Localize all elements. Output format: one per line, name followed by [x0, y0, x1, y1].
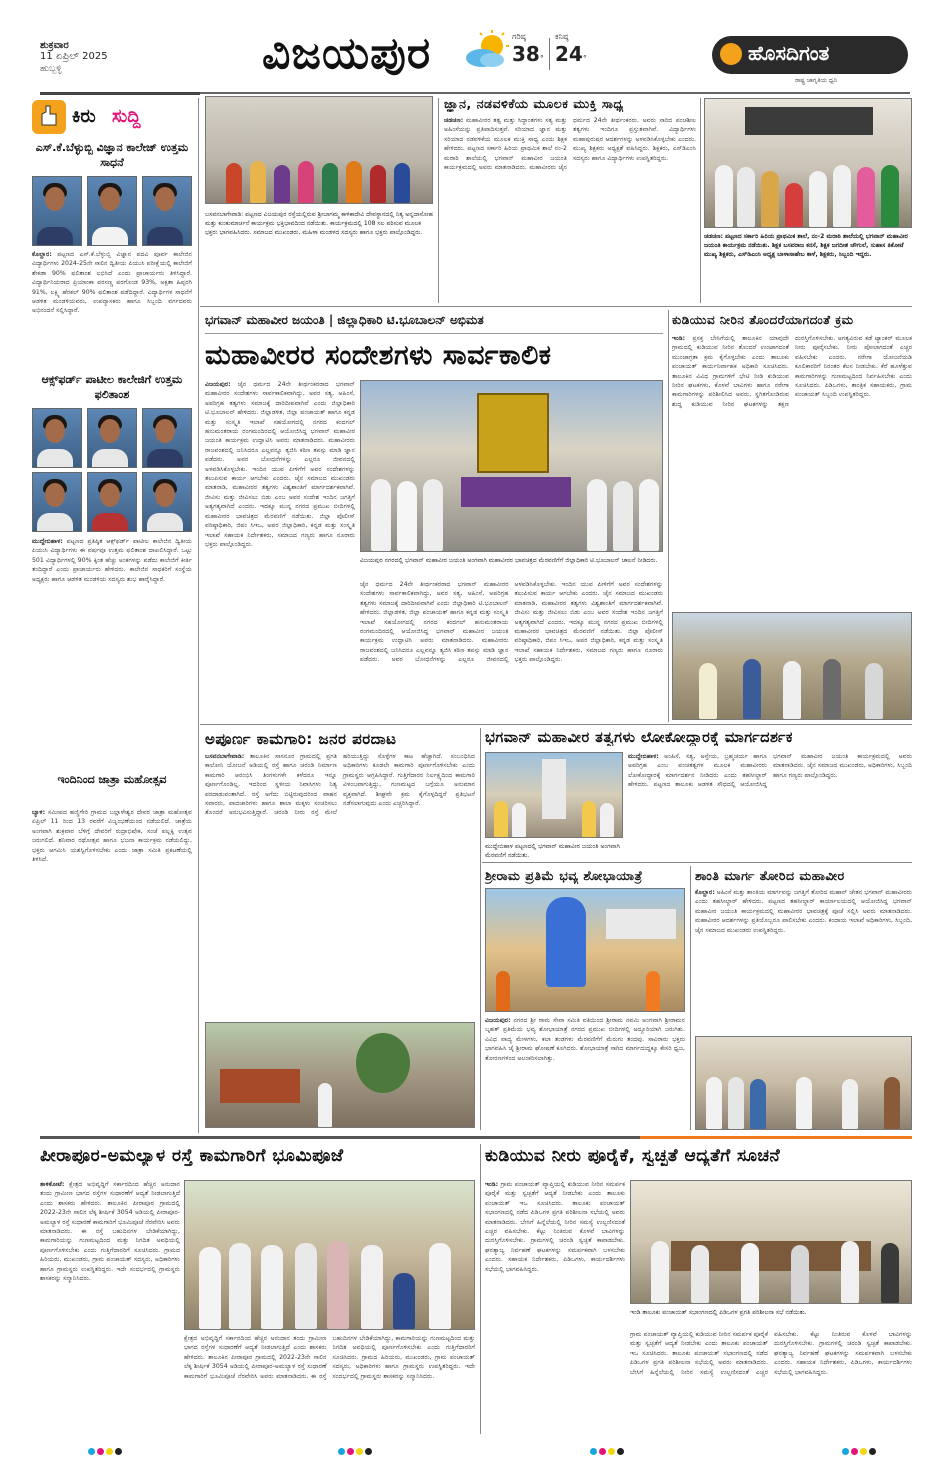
header-bottom-rule: [200, 92, 910, 94]
kirusuddi-story3-text: ಸಮೀಪದ ಹಣ್ಣಿಗೇರಿ ಗ್ರಾಮದ ಬಲ್ಲಾಳೇಶ್ವರ ದೇವರ ಜಾತ್ರಾ ಮಹೋತ್ಸವ ಏಪ್ರಿಲ್ 11 ರಿಂದ 13 ರವರೆಗೆ ವಿಜೃಂಭಣೆಯಿಂದ ನಡೆಯಲಿದೆ. ಜಾತ್ರೆಯ ಅಂಗವಾಗಿ ಶುಕ್ರವಾರ ಬೆಳಿಗ್ಗೆ ದೇವರಿಗೆ ರುದ್ರಾಭಿಷೇಕ, ಸಂಜೆ ಪಲ್ಲಕ್ಕಿ ಉತ್ಸವ ಜರುಗಲಿದೆ. ಶನಿವಾರ ರಥೋತ್ಸವ ಹಾಗೂ ಭಜನಾ ಕಾರ್ಯಕ್ರಮ ನಡೆಯಲಿದ್ದು, ಭಕ್ತರು ಆಗಮಿಸಿ ಯಶಸ್ವಿಗೊಳಿಸಬೇಕು ಎಂದು ಜಾತ್ರಾ ಸಮಿತಿ ಪ್ರಕಟಣೆಯಲ್ಲಿ ತಿಳಿಸಿದೆ.: [32, 809, 192, 864]
water-text: ಪ್ರಸಕ್ತ ಬೇಸಿಗೆಯಲ್ಲಿ ತಾಲೂಕಿನ ಯಾವುದೇ ಗ್ರಾಮದಲ್ಲಿ ಕುಡಿಯುವ ನೀರಿನ ತೊಂದರೆ ಉಂಟಾಗದಂತೆ ಮುಂಜಾಗ್ರತಾ ಕ್ರಮ ಕೈಗೊಳ್ಳಬೇಕು ಎಂದು ತಾಲೂಕು ಪಂಚಾಯತ್ ಕಾರ್ಯನಿರ್ವಾಹಕ ಅಧಿಕಾರಿ ಸೂಚಿಸಿದರು. ತಾಲೂಕಿನ ವಿವಿಧ ಗ್ರಾಮಗಳಿಗೆ ಭೇಟಿ ನೀಡಿ ಕುಡಿಯುವ ನೀರಿನ ಘಟಕಗಳು, ಕೊಳವೆ ಬಾವಿಗಳು ಹಾಗೂ ನರೇಗಾ ಕಾಮಗಾರಿಗಳನ್ನು ಪರಿಶೀಲಿಸಿದ ಅವರು, ಸ್ಥಗಿತಗೊಂಡಿರುವ ಶುದ್ಧ ಕುಡಿಯುವ ನೀರಿನ ಘಟಕಗಳನ್ನು ತಕ್ಷಣ ದುರಸ್ತಿಗೊಳಿಸಬೇಕು. ಅಗತ್ಯವಿರುವ ಕಡೆ ಟ್ಯಾಂಕರ್ ಮೂಲಕ ನೀರು ಪೂರೈಸಬೇಕು. ನೀರು ಪೋಲಾಗದಂತೆ ಎಚ್ಚರ ವಹಿಸಬೇಕು ಎಂದರು. ನರೇಗಾ ಯೋಜನೆಯಡಿ ಕೂಲಿಕಾರರಿಗೆ ನಿರಂತರ ಕೆಲಸ ನೀಡಬೇಕು. ಕೆರೆ ಹೂಳೆತ್ತುವ ಕಾಮಗಾರಿಗಳನ್ನು ಗುಣಮಟ್ಟದಿಂದ ನಿರ್ವಹಿಸಬೇಕು ಎಂದು ಸೂಚಿಸಿದರು. ಪಿಡಿಒಗಳು, ತಾಂತ್ರಿಕ ಸಹಾಯಕರು, ಗ್ರಾಮ ಪಂಚಾಯತ್ ಸಿಬ್ಬಂದಿ ಉಪಸ್ಥಿತರಿದ್ದರು.: [672, 335, 912, 408]
registration-dots-left: [88, 1440, 124, 1459]
student-photo-4: [32, 408, 82, 468]
apurna-text: ತಾಲೂಕಿನ ಸಾಸನೂರ ಗ್ರಾಮದಲ್ಲಿ ಪ್ರಗತಿ ಕಾಲೋನಿ ಯೋಜನೆ ಅಡಿಯಲ್ಲಿ ರಸ್ತೆ ಹಾಗೂ ಚರಂಡಿ ನಿರ್ಮಾಣ ಕಾಮಗಾರಿ ಆರಂಭಿಸಿ ತಿಂಗಳುಗಳೇ ಕಳೆದರೂ ಇನ್ನೂ ಪೂರ್ಣಗೊಂಡಿಲ್ಲ. ಇದರಿಂದ ಸ್ಥಳೀಯ ನಿವಾಸಿಗಳು ನಿತ್ಯ ಪರದಾಡುವಂತಾಗಿದೆ. ರಸ್ತೆ ಅಗೆದು ಬಿಟ್ಟಿರುವುದರಿಂದ ವಾಹನ ಸವಾರರು, ಪಾದಚಾರಿಗಳು ಹಾಗೂ ಶಾಲಾ ಮಕ್ಕಳು ಸಂಚರಿಸಲು ತೊಂದರೆ ಅನುಭವಿಸುತ್ತಿದ್ದಾರೆ. ಚರಂಡಿ ನೀರು ರಸ್ತೆ ಮೇಲೆ ಹರಿಯುತ್ತಿದ್ದು ಸೊಳ್ಳೆಗಳ ಕಾಟ ಹೆಚ್ಚಾಗಿದೆ. ಸಂಬಂಧಿಸಿದ ಅಧಿಕಾರಿಗಳು ಕೂಡಲೇ ಕಾಮಗಾರಿ ಪೂರ್ಣಗೊಳಿಸಬೇಕು ಎಂದು ಗ್ರಾಮಸ್ಥರು ಆಗ್ರಹಿಸಿದ್ದಾರೆ. ಗುತ್ತಿಗೆದಾರರ ನಿರ್ಲಕ್ಷ್ಯದಿಂದ ಕಾಮಗಾರಿ ವಿಳಂಬವಾಗುತ್ತಿದ್ದು, ಗುಣಮಟ್ಟದ ಬಗ್ಗೆಯೂ ಅನುಮಾನ ವ್ಯಕ್ತವಾಗಿದೆ. ಶೀಘ್ರವೇ ಕ್ರಮ ಕೈಗೊಳ್ಳದಿದ್ದರೆ ಪ್ರತಿಭಟನೆ ನಡೆಸಲಾಗುವುದು ಎಂದು ಎಚ್ಚರಿಸಿದ್ದಾರೆ.: [205, 753, 475, 817]
supply-title: ಕುಡಿಯುವ ನೀರು ಪೂರೈಕೆ, ಸ್ವಚ್ಛತೆ ಆದ್ಯತೆಗೆ ಸೂಚನೆ: [485, 1146, 781, 1166]
max-temp-degree: °: [539, 54, 544, 63]
student-photo-7: [32, 472, 82, 532]
student-photo-5: [87, 408, 137, 468]
kirusuddi-label-a: ಕಿರು: [72, 106, 96, 127]
tatva-photo-caption: ಮುದ್ದೇಬಿಹಾಳ ಪಟ್ಟಣದಲ್ಲಿ ಭಗವಾನ್ ಮಹಾವೀರ ಜಯಂತಿ ಅಂಗವಾಗಿ ಮೆರವಣಿಗೆ ನಡೆಯಿತು.: [485, 843, 620, 860]
tatva-dateline: ಮುದ್ದೇಬಿಹಾಳ:: [628, 753, 659, 760]
max-temp-value: 38: [512, 42, 540, 66]
peerapur-dateline: ತಾಳಿಕೋಟೆ:: [40, 1181, 65, 1188]
column-divider-mid1: [438, 98, 439, 303]
water-title: ಕುಡಿಯುವ ನೀರಿನ ತೊಂದರೆಯಾಗದಂತೆ ಕ್ರಮ: [672, 313, 854, 327]
peerapur-body-left: [40, 1180, 180, 1432]
school-event-caption: ಚಡಚಣ: ಪಟ್ಟಣದ ಸರ್ಕಾರಿ ಹಿರಿಯ ಪ್ರಾಥಮಿಕ ಶಾಲೆ, ನಂ-2 ಮರಾಠಿ ಶಾಲೆಯಲ್ಲಿ ಭಗವಾನ್ ಮಹಾವೀರ ಜಯಂತಿ ಕಾರ್ಯಕ್ರಮ ನಡೆಯಿತು. ಶಿಕ್ಷಕ ಬಸವರಾಜ ಕನಸೆ, ಶಿಕ್ಷಕ ಜಗದೀಶ ಚೌಗುಲೆ, ಸುಹಾಸ ತಿಕೋಟೆ ಮುಖ್ಯ ಶಿಕ್ಷಕರು, ಎಸ್‌ಡಿಎಂಸಿ ಅಧ್ಯಕ್ಷ ಬಾಳಾಸಾಹೇಬ ಕಾಳೆ, ಶಿಕ್ಷಕರು, ಸಿಬ್ಬಂದಿ ಇದ್ದರು.: [704, 233, 908, 259]
mahavira-body-right: [360, 580, 663, 718]
brand-logo-icon: [720, 43, 742, 65]
supply-dateline: ಇಂಡಿ:: [485, 1181, 499, 1188]
gyana-title: ಜ್ಞಾನ, ನಡವಳಿಕೆಯ ಮೂಲಕ ಮುಕ್ತಿ ಸಾಧ್ಯ: [444, 96, 624, 111]
kirusuddi-label-b: ಸುದ್ದಿ: [112, 106, 141, 127]
kirusuddi-story2-text: ಪಟ್ಟಣದ ಪ್ರತಿಷ್ಠಿತ ಆಕ್ಸ್‌ಫರ್ಡ್ ಪಾಟೀಲ ಕಾಲೇಜಿನ ದ್ವಿತೀಯ ಪಿಯುಸಿ ವಿದ್ಯಾರ್ಥಿಗಳು ಈ ವರ್ಷವೂ ಉತ್ತಮ ಫಲಿತಾಂಶ ದಾಖಲಿಸಿದ್ದಾರೆ. ಒಟ್ಟು 501 ವಿದ್ಯಾರ್ಥಿಗಳಲ್ಲಿ 90% ಕ್ಕಿಂತ ಹೆಚ್ಚು ಅಂಕಗಳನ್ನು ಪಡೆದು ಕಾಲೇಜಿಗೆ ಕೀರ್ತಿ ತಂದಿದ್ದಾರೆ ಎಂದು ಪ್ರಾಚಾರ್ಯರು ಹೇಳಿದರು. ಕಾಲೇಜಿನ ಸಾಧಕರಿಗೆ ಸಂಸ್ಥೆಯ ಅಧ್ಯಕ್ಷರು ಹಾಗೂ ಆಡಳಿತ ಮಂಡಳಿಯ ಸದಸ್ಯರು ಶುಭ ಹಾರೈಸಿದ್ದಾರೆ.: [32, 538, 192, 583]
supply-meeting-photo: [630, 1180, 912, 1304]
brand-tagline: ರಾಷ್ಟ್ರ ಜಾಗೃತಿಯ ಧ್ವನಿ: [795, 77, 838, 84]
mahavira-procession-photo: [360, 380, 663, 552]
mahavira-kicker: ಭಗವಾನ್ ಮಹಾವೀರ ಜಯಂತಿ | ಜಿಲ್ಲಾಧಿಕಾರಿ ಟಿ.ಭೂಬಾಲನ್ ಅಭಿಮತ: [205, 313, 484, 327]
kirusuddi-story2-title: ಆಕ್ಸ್‌ಫರ್ಡ್ ಪಾಟೀಲ ಕಾಲೇಜಿಗೆ ಉತ್ತಮ ಫಲಿತಾಂಶ: [41, 373, 183, 401]
column-divider-mid2: [700, 98, 701, 303]
peerapur-body-right: [184, 1334, 475, 1432]
column-divider-mid3: [668, 310, 669, 722]
mahavira-text: ಜೈನ ಧರ್ಮದ 24ನೇ ತೀರ್ಥಂಕರರಾದ ಭಗವಾನ್ ಮಹಾವೀರರ ಸಂದೇಶಗಳು ಸಾರ್ವಕಾಲಿಕವಾಗಿದ್ದು, ಅವರ ಸತ್ಯ, ಅಹಿಂಸೆ, ಅಪರಿಗ್ರಹ ತತ್ವಗಳು ಸಮಾಜಕ್ಕೆ ದಾರಿದೀಪವಾಗಿವೆ ಎಂದು ಜಿಲ್ಲಾಧಿಕಾರಿ ಟಿ.ಭೂಬಾಲನ್ ಹೇಳಿದರು. ಜಿಲ್ಲಾಡಳಿತ, ಜಿಲ್ಲಾ ಪಂಚಾಯತ್ ಹಾಗೂ ಕನ್ನಡ ಮತ್ತು ಸಂಸ್ಕೃತಿ ಇಲಾಖೆ ಸಹಯೋಗದಲ್ಲಿ ನಗರದ ಕಂದಗಲ್ ಹನುಮಂತರಾಯ ರಂಗಮಂದಿರದಲ್ಲಿ ಆಯೋಜಿಸಿದ್ದ ಭಗವಾನ್ ಮಹಾವೀರ ಜಯಂತಿ ಕಾರ್ಯಕ್ರಮ ಉದ್ಘಾಟಿಸಿ ಅವರು ಮಾತನಾಡಿದರು. ಮಹಾವೀರರು ರಾಜವಂಶದಲ್ಲಿ ಜನಿಸಿದರೂ ಎಲ್ಲವನ್ನೂ ತ್ಯಜಿಸಿ ಕಠಿಣ ತಪಸ್ಸು ಮಾಡಿ ಜ್ಞಾನ ಪಡೆದರು. ಅವರ ಬೋಧನೆಗಳನ್ನು ಎಲ್ಲರೂ ಜೀವನದಲ್ಲಿ ಅಳವಡಿಸಿಕೊಳ್ಳಬೇಕು. ಇಂದಿನ ಯುವ ಪೀಳಿಗೆಗೆ ಅವರ ಸಂದೇಶಗಳನ್ನು ತಲುಪಿಸುವ ಕಾರ್ಯ ಆಗಬೇಕು ಎಂದರು. ಜೈನ ಸಮಾಜದ ಮುಖಂಡರು ಮಾತನಾಡಿ, ಮಹಾವೀರರ ತತ್ವಗಳು ವಿಶ್ವಶಾಂತಿಗೆ ಮಾರ್ಗದರ್ಶಕವಾಗಿವೆ. ಜೀವಿಸು ಮತ್ತು ಜೀವಿಸಲು ಬಿಡು ಎಂಬ ಅವರ ಸಂದೇಶ ಇಂದಿನ ಜಗತ್ತಿಗೆ ಅತ್ಯಗತ್ಯವಾಗಿದೆ ಎಂದರು. ಇದಕ್ಕೂ ಮುನ್ನ ನಗರದ ಪ್ರಮುಖ ಬೀದಿಗಳಲ್ಲಿ ಮಹಾವೀರರ ಭಾವಚಿತ್ರದ ಮೆರವಣಿಗೆ ನಡೆಯಿತು. ಜಿಲ್ಲಾ ಪೊಲೀಸ್ ವರಿಷ್ಠಾಧಿಕಾರಿ, ಜಿಪಂ ಸಿಇಒ, ಅಪರ ಜಿಲ್ಲಾಧಿಕಾರಿ, ಕನ್ನಡ ಮತ್ತು ಸಂಸ್ಕೃತಿ ಇಲಾಖೆ ಸಹಾಯಕ ನಿರ್ದೇಶಕರು, ಸಮಾಜದ ಗಣ್ಯರು ಹಾಗೂ ನೂರಾರು ಭಕ್ತರು ಪಾಲ್ಗೊಂಡಿದ್ದರು.: [205, 381, 355, 548]
supply-body-left: [485, 1180, 625, 1432]
mahavira-kicker-rule: [205, 333, 663, 334]
water-body: [672, 334, 912, 606]
shanti-body: [695, 888, 912, 1032]
apurna-body: [205, 752, 475, 1018]
water-inspection-photo: [672, 612, 912, 720]
temp-separator: [549, 38, 550, 70]
row-divider-3: [482, 862, 912, 863]
student-photo-2: [87, 176, 137, 246]
kirusuddi-story1-title: ಎಸ್.ಕೆ.ಬೆಳ್ಳುಬ್ಬಿ ವಿಜ್ಞಾನ ಕಾಲೇಜ್ ಉತ್ತಮ ಸಾಧನೆ: [35, 141, 189, 169]
supply-text-continued: ಗ್ರಾಮ ಪಂಚಾಯತ್ ವ್ಯಾಪ್ತಿಯಲ್ಲಿ ಕುಡಿಯುವ ನೀರಿನ ಸಮರ್ಪಕ ಪೂರೈಕೆ ಮತ್ತು ಸ್ವಚ್ಛತೆಗೆ ಆದ್ಯತೆ ನೀಡಬೇಕು ಎಂದು ತಾಲೂಕು ಪಂಚಾಯತ್ ಇಒ ಸೂಚಿಸಿದರು. ತಾಲೂಕು ಪಂಚಾಯತ್ ಸಭಾಂಗಣದಲ್ಲಿ ನಡೆದ ಪಿಡಿಒಗಳ ಪ್ರಗತಿ ಪರಿಶೀಲನಾ ಸಭೆಯಲ್ಲಿ ಅವರು ಮಾತನಾಡಿದರು. ಬೇಸಿಗೆ ಹಿನ್ನೆಲೆಯಲ್ಲಿ ನೀರಿನ ಸಮಸ್ಯೆ ಉಲ್ಬಣಿಸದಂತೆ ಎಚ್ಚರ ವಹಿಸಬೇಕು. ಕೆಟ್ಟು ನಿಂತಿರುವ ಕೊಳವೆ ಬಾವಿಗಳನ್ನು ದುರಸ್ತಿಗೊಳಿಸಬೇಕು. ಗ್ರಾಮಗಳಲ್ಲಿ ಚರಂಡಿ ಸ್ವಚ್ಛತೆ ಕಾಪಾಡಬೇಕು. ಘನತ್ಯಾಜ್ಯ ನಿರ್ವಹಣೆ ಘಟಕಗಳನ್ನು ಸಮರ್ಪಕವಾಗಿ ಬಳಸಬೇಕು ಎಂದರು. ಸಹಾಯಕ ನಿರ್ದೇಶಕರು, ಪಿಡಿಒಗಳು, ಕಾರ್ಯದರ್ಶಿಗಳು ಸಭೆಯಲ್ಲಿ ಭಾಗವಹಿಸಿದ್ದರು.: [630, 1331, 912, 1376]
peerapur-puja-photo: [184, 1180, 475, 1330]
peerapur-text-continued: ಕ್ಷೇತ್ರದ ಅಭಿವೃದ್ಧಿಗೆ ಸರ್ಕಾರದಿಂದ ಹೆಚ್ಚಿನ ಅನುದಾನ ತಂದು ಗ್ರಾಮೀಣ ಭಾಗದ ರಸ್ತೆಗಳ ಸುಧಾರಣೆಗೆ ಆದ್ಯತೆ ನೀಡಲಾಗುತ್ತಿದೆ ಎಂದು ಶಾಸಕರು ಹೇಳಿದರು. ತಾಲೂಕಿನ ಪೀರಾಪೂರ ಗ್ರಾಮದಲ್ಲಿ 2022-23ನೇ ಸಾಲಿನ ಲೆಕ್ಕ ಶೀರ್ಷಿಕೆ 3054 ಅಡಿಯಲ್ಲಿ ಪೀರಾಪೂರ-ಅಮಲ್ಯಾಳ ರಸ್ತೆ ಸುಧಾರಣೆ ಕಾಮಗಾರಿಗೆ ಭೂಮಿಪೂಜೆ ನೆರವೇರಿಸಿ ಅವರು ಮಾತನಾಡಿದರು. ಈ ರಸ್ತೆ ಬಹುದಿನಗಳ ಬೇಡಿಕೆಯಾಗಿದ್ದು, ಕಾಮಗಾರಿಯನ್ನು ಗುಣಮಟ್ಟದಿಂದ ಮತ್ತು ನಿಗದಿತ ಅವಧಿಯಲ್ಲಿ ಪೂರ್ಣಗೊಳಿಸಬೇಕು ಎಂದು ಗುತ್ತಿಗೆದಾರರಿಗೆ ಸೂಚಿಸಿದರು. ಗ್ರಾಮದ ಹಿರಿಯರು, ಮುಖಂಡರು, ಗ್ರಾಮ ಪಂಚಾಯತ್ ಸದಸ್ಯರು, ಅಧಿಕಾರಿಗಳು ಹಾಗೂ ಗ್ರಾಮಸ್ಥರು ಉಪಸ್ಥಿತರಿದ್ದರು. ಇದೇ ಸಂದರ್ಭದಲ್ಲಿ ಗ್ರಾಮಸ್ಥರು ಶಾಸಕರನ್ನು ಸನ್ಮಾನಿಸಿದರು.: [184, 1335, 475, 1380]
gyana-dateline: ಚಡಚಣ:: [444, 117, 464, 124]
brand-name: ಹೊಸದಿಗಂತ: [748, 41, 830, 65]
tatva-title: ಭಗವಾನ್ ಮಹಾವೀರ ತತ್ವಗಳು ಲೋಕೋದ್ಧಾರಕ್ಕೆ ಮಾರ್ಗದರ್ಶಕ: [485, 730, 793, 746]
school-event-photo: [704, 98, 912, 228]
registration-dots-right: [842, 1440, 878, 1459]
column-divider-mid4: [480, 728, 481, 1130]
supply-text: ಗ್ರಾಮ ಪಂಚಾಯತ್ ವ್ಯಾಪ್ತಿಯಲ್ಲಿ ಕುಡಿಯುವ ನೀರಿನ ಸಮರ್ಪಕ ಪೂರೈಕೆ ಮತ್ತು ಸ್ವಚ್ಛತೆಗೆ ಆದ್ಯತೆ ನೀಡಬೇಕು ಎಂದು ತಾಲೂಕು ಪಂಚಾಯತ್ ಇಒ ಸೂಚಿಸಿದರು. ತಾಲೂಕು ಪಂಚಾಯತ್ ಸಭಾಂಗಣದಲ್ಲಿ ನಡೆದ ಪಿಡಿಒಗಳ ಪ್ರಗತಿ ಪರಿಶೀಲನಾ ಸಭೆಯಲ್ಲಿ ಅವರು ಮಾತನಾಡಿದರು. ಬೇಸಿಗೆ ಹಿನ್ನೆಲೆಯಲ್ಲಿ ನೀರಿನ ಸಮಸ್ಯೆ ಉಲ್ಬಣಿಸದಂತೆ ಎಚ್ಚರ ವಹಿಸಬೇಕು. ಕೆಟ್ಟು ನಿಂತಿರುವ ಕೊಳವೆ ಬಾವಿಗಳನ್ನು ದುರಸ್ತಿಗೊಳಿಸಬೇಕು. ಗ್ರಾಮಗಳಲ್ಲಿ ಚರಂಡಿ ಸ್ವಚ್ಛತೆ ಕಾಪಾಡಬೇಕು. ಘನತ್ಯಾಜ್ಯ ನಿರ್ವಹಣೆ ಘಟಕಗಳನ್ನು ಸಮರ್ಪಕವಾಗಿ ಬಳಸಬೇಕು ಎಂದರು. ಸಹಾಯಕ ನಿರ್ದೇಶಕರು, ಪಿಡಿಒಗಳು, ಕಾರ್ಯದರ್ಶಿಗಳು ಸಭೆಯಲ್ಲಿ ಭಾಗವಹಿಸಿದ್ದರು.: [485, 1181, 625, 1273]
student-photo-1: [32, 176, 82, 246]
header-left-rule: [40, 92, 200, 95]
student-photo-3: [142, 176, 192, 246]
apurna-title: ಅಪೂರ್ಣ ಕಾಮಗಾರಿ: ಜನರ ಪರದಾಟ: [205, 730, 397, 748]
student-photo-8: [87, 472, 137, 532]
tatva-body: [628, 752, 912, 858]
tatva-procession-photo: [485, 752, 623, 838]
shriram-dateline: ವಿಜಯಪುರ:: [485, 1017, 511, 1024]
shanti-office-photo: [695, 1036, 912, 1130]
bottom-band-rule-left: [40, 1136, 640, 1139]
supply-photo-caption: ಇಂಡಿ ತಾಲೂಕು ಪಂಚಾಯತ್ ಸಭಾಂಗಣದಲ್ಲಿ ಪಿಡಿಒಗಳ ಪ್ರಗತಿ ಪರಿಶೀಲನಾ ಸಭೆ ನಡೆಯಿತು.: [630, 1309, 807, 1316]
mahavira-photo-caption: ವಿಜಯಪುರ ನಗರದಲ್ಲಿ ಭಗವಾನ್ ಮಹಾವೀರ ಜಯಂತಿ ಅಂಗವಾಗಿ ಮಹಾವೀರರ ಭಾವಚಿತ್ರದ ಮೆರವಣಿಗೆಗೆ ಜಿಲ್ಲಾಧಿಕಾರಿ ಟಿ.ಭೂಬಾಲನ್ ಚಾಲನೆ ನೀಡಿದರು.: [360, 557, 658, 564]
max-temp-label: ಗರಿಷ್ಠ: [512, 32, 526, 41]
kirusuddi-story3-title: ಇಂದಿನಿಂದ ಜಾತ್ರಾ ಮಹೋತ್ಸವ: [57, 773, 167, 786]
apurna-site-photo: [205, 1022, 475, 1128]
kirusuddi-story1-dateline: ಕೊಲ್ಹಾರ:: [32, 251, 52, 258]
row-divider-1: [200, 306, 912, 307]
shanti-title: ಶಾಂತಿ ಮಾರ್ಗ ತೋರಿದ ಮಹಾವೀರ: [695, 868, 845, 883]
supply-body-right: [630, 1330, 912, 1432]
student-photo-9: [142, 472, 192, 532]
row-divider-2: [200, 724, 912, 725]
max-temp-block: [512, 32, 548, 66]
peerapur-title: ಪೀರಾಪೂರ-ಅಮಲ್ಯಾಳ ರಸ್ತೆ ಕಾಮಗಾರಿಗೆ ಭೂಮಿಪೂಜೆ: [40, 1146, 344, 1166]
brand-badge: [712, 36, 908, 74]
mahavira-body-left: [205, 380, 355, 718]
column-divider-bottom: [480, 1144, 481, 1434]
header-date: 11 ಏಪ್ರಿಲ್ 2025: [40, 51, 108, 62]
kirusuddi-story2-dateline: ಮುದ್ದೇಬಿಹಾಳ:: [32, 538, 63, 545]
min-temp-block: [555, 32, 591, 66]
mahavira-dateline: ವಿಜಯಪುರ:: [205, 381, 231, 388]
water-dateline: ಇಂಡಿ:: [672, 335, 686, 342]
student-photo-6: [142, 408, 192, 468]
gyana-body: [444, 116, 696, 302]
registration-dots-mid2: [590, 1440, 626, 1459]
shanti-text: ಅಹಿಂಸೆ ಮತ್ತು ಶಾಂತಿಯ ಮಾರ್ಗವನ್ನು ಜಗತ್ತಿಗೆ ತೋರಿದ ಮಹಾನ್ ಚೇತನ ಭಗವಾನ್ ಮಹಾವೀರರು ಎಂದು ತಹಸೀಲ್ದಾರ್ ಹೇಳಿದರು. ಪಟ್ಟಣದ ತಹಸೀಲ್ದಾರ್ ಕಾರ್ಯಾಲಯದಲ್ಲಿ ಆಯೋಜಿಸಿದ್ದ ಭಗವಾನ್ ಮಹಾವೀರ ಜಯಂತಿ ಕಾರ್ಯಕ್ರಮದಲ್ಲಿ ಮಹಾವೀರರ ಭಾವಚಿತ್ರಕ್ಕೆ ಪೂಜೆ ಸಲ್ಲಿಸಿ ಅವರು ಮಾತನಾಡಿದರು. ಮಹಾವೀರರ ಆದರ್ಶಗಳನ್ನು ಪ್ರತಿಯೊಬ್ಬರೂ ಪಾಲಿಸಬೇಕು ಎಂದರು. ಕಂದಾಯ ಇಲಾಖೆ ಅಧಿಕಾರಿಗಳು, ಸಿಬ್ಬಂದಿ, ಜೈನ ಸಮಾಜದ ಮುಖಂಡರು ಉಪಸ್ಥಿತರಿದ್ದರು.: [695, 889, 912, 934]
shriram-title: ಶ್ರೀರಾಮ ಪ್ರತಿಮೆ ಭವ್ಯ ಶೋಭಾಯಾತ್ರೆ: [485, 868, 643, 883]
min-temp-degree: °: [582, 54, 587, 63]
kirusuddi-story1-body: [32, 250, 192, 362]
registration-dots-mid1: [338, 1440, 374, 1459]
gyana-text: ಮಹಾವೀರರ ತತ್ವ ಮತ್ತು ಸಿದ್ಧಾಂತಗಳು ಸತ್ಯ ಮತ್ತು ಅಹಿಂಸೆಯನ್ನು ಪ್ರತಿಪಾದಿಸುತ್ತವೆ. ಸರಿಯಾದ ಜ್ಞಾನ ಮತ್ತು ಸರಿಯಾದ ನಡವಳಿಕೆಯ ಮೂಲಕ ಮುಕ್ತಿ ಸಾಧ್ಯ ಎಂದು ಶಿಕ್ಷಕ ಹೇಳಿದರು. ಪಟ್ಟಣದ ಸರ್ಕಾರಿ ಹಿರಿಯ ಪ್ರಾಥಮಿಕ ಶಾಲೆ ನಂ-2 ಮರಾಠಿ ಶಾಲೆಯಲ್ಲಿ ಭಗವಾನ್ ಮಹಾವೀರ ಜಯಂತಿ ಕಾರ್ಯಕ್ರಮದಲ್ಲಿ ಅವರು ಮಾತನಾಡಿದರು. ಮಹಾವೀರರು ಜೈನ ಧರ್ಮದ 24ನೇ ತೀರ್ಥಂಕರರು. ಅವರು ಸಾರಿದ ಪಂಚಶೀಲ ತತ್ವಗಳು ಇಂದಿಗೂ ಪ್ರಸ್ತುತವಾಗಿವೆ. ವಿದ್ಯಾರ್ಥಿಗಳು ಮಹಾಪುರುಷರ ಆದರ್ಶಗಳನ್ನು ಅಳವಡಿಸಿಕೊಳ್ಳಬೇಕು ಎಂದರು. ಮುಖ್ಯ ಶಿಕ್ಷಕರು ಅಧ್ಯಕ್ಷತೆ ವಹಿಸಿದ್ದರು. ಶಿಕ್ಷಕರು, ಎಸ್‌ಡಿಎಂಸಿ ಸದಸ್ಯರು ಹಾಗೂ ವಿದ್ಯಾರ್ಥಿಗಳು ಉಪಸ್ಥಿತರಿದ್ದರು.: [444, 117, 696, 172]
min-temp-label: ಕನಿಷ್ಠ: [555, 32, 569, 41]
apurna-dateline: ಬಸವನಬಾಗೇವಾಡಿ:: [205, 753, 245, 760]
column-divider-left: [198, 98, 199, 1133]
mahavira-text-continued: ಜೈನ ಧರ್ಮದ 24ನೇ ತೀರ್ಥಂಕರರಾದ ಭಗವಾನ್ ಮಹಾವೀರರ ಸಂದೇಶಗಳು ಸಾರ್ವಕಾಲಿಕವಾಗಿದ್ದು, ಅವರ ಸತ್ಯ, ಅಹಿಂಸೆ, ಅಪರಿಗ್ರಹ ತತ್ವಗಳು ಸಮಾಜಕ್ಕೆ ದಾರಿದೀಪವಾಗಿವೆ ಎಂದು ಜಿಲ್ಲಾಧಿಕಾರಿ ಟಿ.ಭೂಬಾಲನ್ ಹೇಳಿದರು. ಜಿಲ್ಲಾಡಳಿತ, ಜಿಲ್ಲಾ ಪಂಚಾಯತ್ ಹಾಗೂ ಕನ್ನಡ ಮತ್ತು ಸಂಸ್ಕೃತಿ ಇಲಾಖೆ ಸಹಯೋಗದಲ್ಲಿ ನಗರದ ಕಂದಗಲ್ ಹನುಮಂತರಾಯ ರಂಗಮಂದಿರದಲ್ಲಿ ಆಯೋಜಿಸಿದ್ದ ಭಗವಾನ್ ಮಹಾವೀರ ಜಯಂತಿ ಕಾರ್ಯಕ್ರಮ ಉದ್ಘಾಟಿಸಿ ಅವರು ಮಾತನಾಡಿದರು. ಮಹಾವೀರರು ರಾಜವಂಶದಲ್ಲಿ ಜನಿಸಿದರೂ ಎಲ್ಲವನ್ನೂ ತ್ಯಜಿಸಿ ಕಠಿಣ ತಪಸ್ಸು ಮಾಡಿ ಜ್ಞಾನ ಪಡೆದರು. ಅವರ ಬೋಧನೆಗಳನ್ನು ಎಲ್ಲರೂ ಜೀವನದಲ್ಲಿ ಅಳವಡಿಸಿಕೊಳ್ಳಬೇಕು. ಇಂದಿನ ಯುವ ಪೀಳಿಗೆಗೆ ಅವರ ಸಂದೇಶಗಳನ್ನು ತಲುಪಿಸುವ ಕಾರ್ಯ ಆಗಬೇಕು ಎಂದರು. ಜೈನ ಸಮಾಜದ ಮುಖಂಡರು ಮಾತನಾಡಿ, ಮಹಾವೀರರ ತತ್ವಗಳು ವಿಶ್ವಶಾಂತಿಗೆ ಮಾರ್ಗದರ್ಶಕವಾಗಿವೆ. ಜೀವಿಸು ಮತ್ತು ಜೀವಿಸಲು ಬಿಡು ಎಂಬ ಅವರ ಸಂದೇಶ ಇಂದಿನ ಜಗತ್ತಿಗೆ ಅತ್ಯಗತ್ಯವಾಗಿದೆ ಎಂದರು. ಇದಕ್ಕೂ ಮುನ್ನ ನಗರದ ಪ್ರಮುಖ ಬೀದಿಗಳಲ್ಲಿ ಮಹಾವೀರರ ಭಾವಚಿತ್ರದ ಮೆರವಣಿಗೆ ನಡೆಯಿತು. ಜಿಲ್ಲಾ ಪೊಲೀಸ್ ವರಿಷ್ಠಾಧಿಕಾರಿ, ಜಿಪಂ ಸಿಇಒ, ಅಪರ ಜಿಲ್ಲಾಧಿಕಾರಿ, ಕನ್ನಡ ಮತ್ತು ಸಂಸ್ಕೃತಿ ಇಲಾಖೆ ಸಹಾಯಕ ನಿರ್ದೇಶಕರು, ಸಮಾಜದ ಗಣ್ಯರು ಹಾಗೂ ನೂರಾರು ಭಕ್ತರು ಪಾಲ್ಗೊಂಡಿದ್ದರು.: [360, 581, 663, 664]
shriram-text: ನಗರದ ಶ್ರೀ ರಾಮ ಸೇವಾ ಸಮಿತಿ ವತಿಯಿಂದ ಶ್ರೀರಾಮ ನವಮಿ ಅಂಗವಾಗಿ ಶ್ರೀರಾಮನ ಬೃಹತ್ ಪ್ರತಿಮೆಯ ಭವ್ಯ ಶೋಭಾಯಾತ್ರೆ ನಗರದ ಪ್ರಮುಖ ಬೀದಿಗಳಲ್ಲಿ ಅದ್ದೂರಿಯಾಗಿ ಜರುಗಿತು. ವಿವಿಧ ವಾದ್ಯ ಮೇಳಗಳು, ಕಲಾ ತಂಡಗಳು ಮೆರವಣಿಗೆಗೆ ಮೆರುಗು ತಂದವು. ಸಾವಿರಾರು ಭಕ್ತರು ಭಾಗವಹಿಸಿ ಜೈ ಶ್ರೀರಾಮ ಘೋಷಣೆ ಕೂಗಿದರು. ಶೋಭಾಯಾತ್ರೆ ಸಾಗಿದ ಮಾರ್ಗದುದ್ದಕ್ಕೂ ಕೇಸರಿ ಧ್ವಜ, ತೋರಣಗಳಿಂದ ಅಲಂಕರಿಸಲಾಗಿತ್ತು.: [485, 1017, 685, 1062]
weather-icon: [462, 30, 512, 70]
kirusuddi-hand-icon: [32, 100, 66, 134]
shanti-dateline: ಕೊಲ್ಹಾರ:: [695, 889, 715, 896]
tatva-text: ಅಂಹಿಸೆ, ಸತ್ಯ, ಅಸ್ತೇಯ, ಬ್ರಹ್ಮಚರ್ಯ ಹಾಗೂ ಅಪರಿಗ್ರಹ ಎಂಬ ಪಂಚತತ್ವಗಳ ಮೂಲಕ ಮಹಾವೀರರು ಲೋಕೋದ್ಧಾರಕ್ಕೆ ಮಾರ್ಗದರ್ಶನ ನೀಡಿದರು ಎಂದು ತಹಸೀಲ್ದಾರ್ ಹೇಳಿದರು. ಪಟ್ಟಣದ ತಾಲೂಕು ಆಡಳಿತ ಸೌಧದಲ್ಲಿ ಆಯೋಜಿಸಿದ್ದ ಭಗವಾನ್ ಮಹಾವೀರ ಜಯಂತಿ ಕಾರ್ಯಕ್ರಮದಲ್ಲಿ ಅವರು ಮಾತನಾಡಿದರು. ಜೈನ ಸಮಾಜದ ಮುಖಂಡರು, ಅಧಿಕಾರಿಗಳು, ಸಿಬ್ಬಂದಿ ಹಾಗೂ ಗಣ್ಯರು ಪಾಲ್ಗೊಂಡಿದ್ದರು.: [628, 753, 912, 789]
temple-event-photo: [205, 96, 433, 204]
column-divider-mid5: [690, 866, 691, 1130]
header-day: ಶುಕ್ರವಾರ: [40, 40, 69, 51]
kirusuddi-logo: [32, 100, 192, 136]
kirusuddi-story1-text: ಪಟ್ಟಣದ ಎಸ್.ಕೆ.ಬೆಳ್ಳುಬ್ಬಿ ವಿಜ್ಞಾನ ಪದವಿ ಪೂರ್ವ ಕಾಲೇಜಿನ ವಿದ್ಯಾರ್ಥಿಗಳು 2024-25ನೇ ಸಾಲಿನ ದ್ವಿತೀಯ ಪಿಯುಸಿ ಪರೀಕ್ಷೆಯಲ್ಲಿ ಕಾಲೇಜಿಗೆ ಶೇಕಡಾ 90% ಫಲಿತಾಂಶ ಲಭಿಸಿದೆ ಎಂದು ಪ್ರಾಚಾರ್ಯರು ತಿಳಿಸಿದ್ದಾರೆ. ವಿದ್ಯಾರ್ಥಿನಿಯರಾದ ಪ್ರಿಯಾಂಕಾ ಪರಸಣ್ಣ ಪರಗೊಂಡ 93%, ಅಕ್ಷತಾ ಹಿಪ್ಪರಗಿ 91%, ಲಕ್ಷ್ಮಿ ಹೆರಕಲ್ 90% ಫಲಿತಾಂಶ ಪಡೆದಿದ್ದಾರೆ. ವಿದ್ಯಾರ್ಥಿಗಳ ಸಾಧನೆಗೆ ಆಡಳಿತ ಮಂಡಳಿಯವರು, ಉಪನ್ಯಾಸಕರು ಹಾಗೂ ಸಿಬ್ಬಂದಿ ವರ್ಗದವರು ಅಭಿನಂದನೆ ಸಲ್ಲಿಸಿದ್ದಾರೆ.: [32, 251, 192, 315]
header-date-block: [40, 40, 150, 74]
temple-event-caption: ಬಸವನಬಾಗೇವಾಡಿ: ಪಟ್ಟಣದ ವಿಜಯಪುರ ರಸ್ತೆಯಲ್ಲಿರುವ ಶ್ರೀಬಾಗಮ್ಮ ಕಾಳಿಕಾದೇವಿ ದೇವಸ್ಥಾನದಲ್ಲಿ ನಿತ್ಯ ಅನ್ನದಾಸೋಹ ಮತ್ತು ಕುಂಕುಮಾರ್ಚನೆ ಕಾರ್ಯಕ್ರಮ ಭಕ್ತಿಭಾವದಿಂದ ನಡೆಯಿತು. ಕಾರ್ಯಕ್ರಮದಲ್ಲಿ 108 ಸಲ ಪಠಿಸುವ ಮೂಲಕ ಭಕ್ತರು ಭಾಗವಹಿಸಿದರು. ಸಮಾಜದ ಮುಖಂಡರು, ಮಹಿಳಾ ಮಂಡಳದ ಸದಸ್ಯರು ಹಾಗೂ ಭಕ್ತರು ಪಾಲ್ಗೊಂಡಿದ್ದರು.: [205, 211, 433, 237]
kirusuddi-story3-body: [32, 808, 192, 1130]
min-temp-value: 24: [555, 42, 583, 66]
bottom-band-rule-right: [640, 1136, 912, 1139]
peerapur-text: ಕ್ಷೇತ್ರದ ಅಭಿವೃದ್ಧಿಗೆ ಸರ್ಕಾರದಿಂದ ಹೆಚ್ಚಿನ ಅನುದಾನ ತಂದು ಗ್ರಾಮೀಣ ಭಾಗದ ರಸ್ತೆಗಳ ಸುಧಾರಣೆಗೆ ಆದ್ಯತೆ ನೀಡಲಾಗುತ್ತಿದೆ ಎಂದು ಶಾಸಕರು ಹೇಳಿದರು. ತಾಲೂಕಿನ ಪೀರಾಪೂರ ಗ್ರಾಮದಲ್ಲಿ 2022-23ನೇ ಸಾಲಿನ ಲೆಕ್ಕ ಶೀರ್ಷಿಕೆ 3054 ಅಡಿಯಲ್ಲಿ ಪೀರಾಪೂರ-ಅಮಲ್ಯಾಳ ರಸ್ತೆ ಸುಧಾರಣೆ ಕಾಮಗಾರಿಗೆ ಭೂಮಿಪೂಜೆ ನೆರವೇರಿಸಿ ಅವರು ಮಾತನಾಡಿದರು. ಈ ರಸ್ತೆ ಬಹುದಿನಗಳ ಬೇಡಿಕೆಯಾಗಿದ್ದು, ಕಾಮಗಾರಿಯನ್ನು ಗುಣಮಟ್ಟದಿಂದ ಮತ್ತು ನಿಗದಿತ ಅವಧಿಯಲ್ಲಿ ಪೂರ್ಣಗೊಳಿಸಬೇಕು ಎಂದು ಗುತ್ತಿಗೆದಾರರಿಗೆ ಸೂಚಿಸಿದರು. ಗ್ರಾಮದ ಹಿರಿಯರು, ಮುಖಂಡರು, ಗ್ರಾಮ ಪಂಚಾಯತ್ ಸದಸ್ಯರು, ಅಧಿಕಾರಿಗಳು ಹಾಗೂ ಗ್ರಾಮಸ್ಥರು ಉಪಸ್ಥಿತರಿದ್ದರು. ಇದೇ ಸಂದರ್ಭದಲ್ಲಿ ಗ್ರಾಮಸ್ಥರು ಶಾಸಕರನ್ನು ಸನ್ಮಾನಿಸಿದರು.: [40, 1181, 180, 1283]
header-edition: ಹುಬ್ಬಳ್ಳಿ: [40, 64, 62, 74]
kirusuddi-story2-body: [32, 537, 192, 767]
shriram-procession-photo: [485, 888, 685, 1012]
masthead-title: ವಿಜಯಪುರ: [262, 28, 432, 79]
mahavira-title: ಮಹಾವೀರರ ಸಂದೇಶಗಳು ಸಾರ್ವಕಾಲಿಕ: [205, 340, 552, 371]
shriram-body: [485, 1016, 685, 1130]
kirusuddi-story3-dateline: ಬ್ಯಾಳಿ:: [32, 809, 46, 816]
